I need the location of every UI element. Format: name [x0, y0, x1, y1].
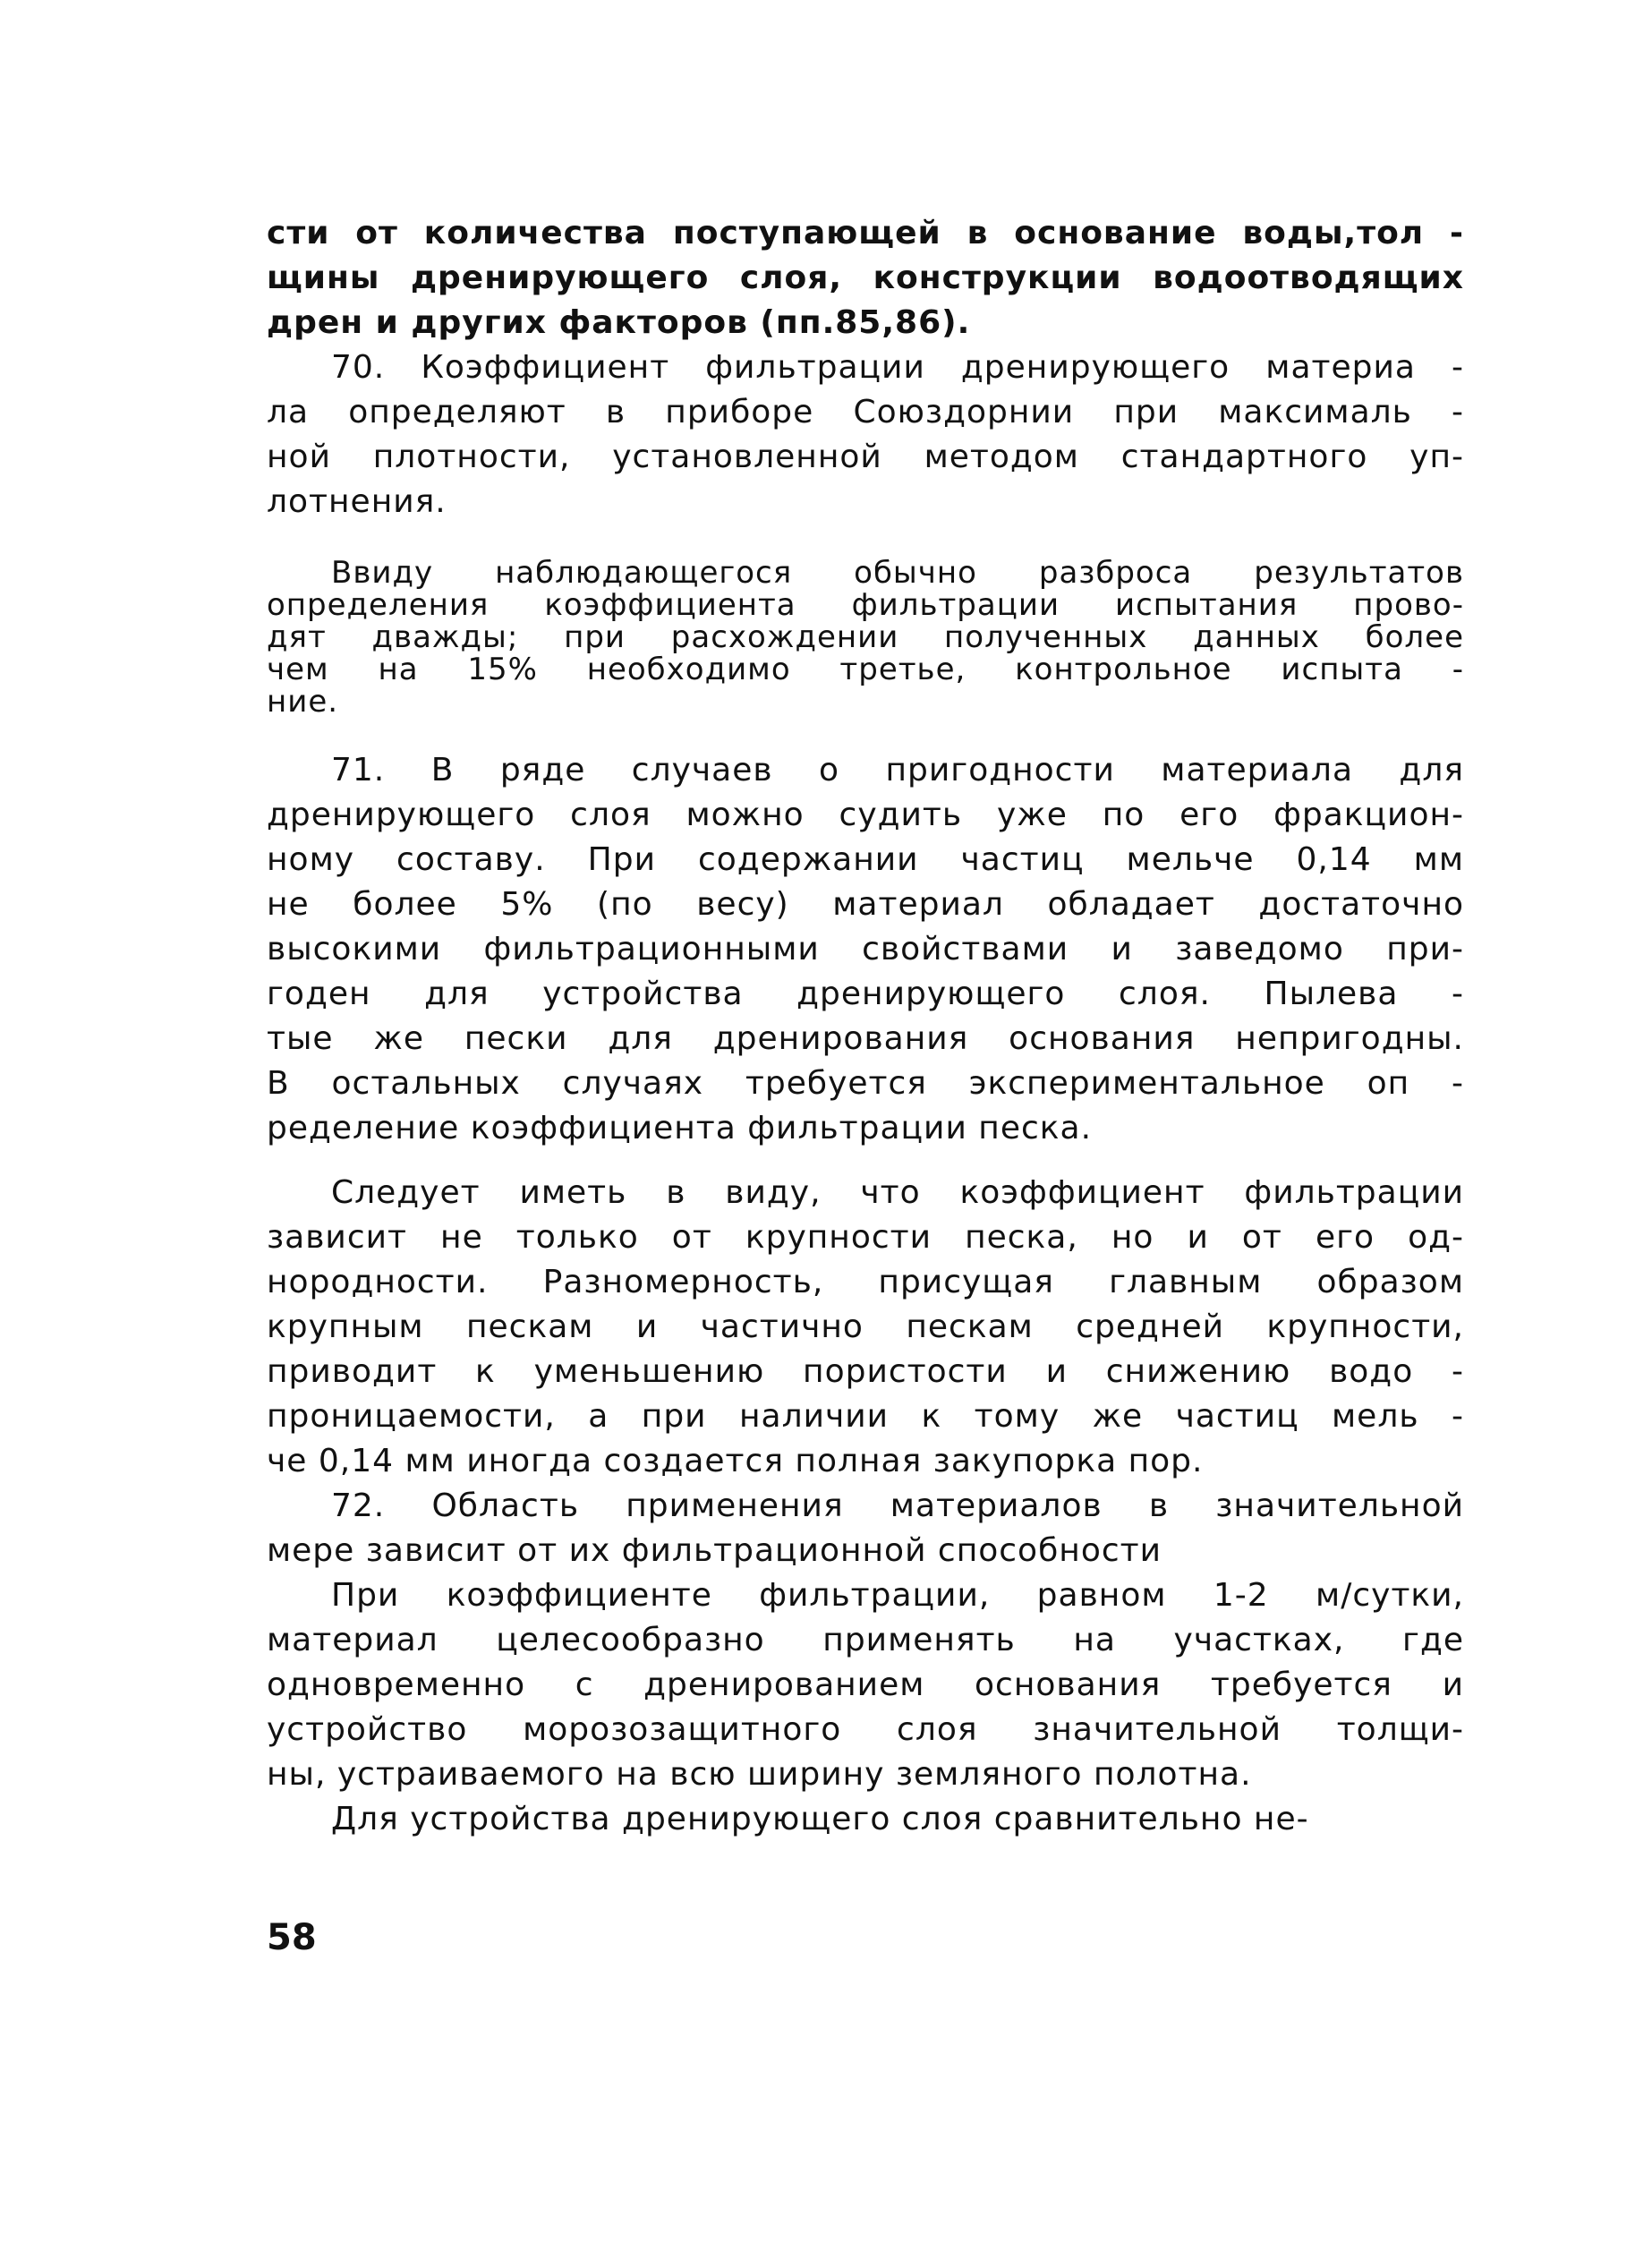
text-line: дят дважды; при расхождении полученных данных более — [267, 619, 1464, 655]
page-number: 58 — [267, 1917, 317, 1958]
text-line: не более 5% (по весу) материал обладает достаточно — [267, 886, 1464, 923]
text-line: дренирующего слоя можно судить уже по его фракцион- — [267, 797, 1464, 833]
text-line: определения коэффициента фильтрации испытания прово- — [267, 587, 1464, 623]
item-71 — [267, 748, 1464, 1151]
text-line: нородности. Разномерность, присущая главным образом — [267, 1264, 1464, 1300]
text-line: ние. — [267, 684, 339, 720]
note-block — [267, 557, 1464, 718]
text-line: Для устройства дренирующего слоя сравнительно не- — [331, 1801, 1309, 1837]
text-line: Ввиду наблюдающегося обычно разброса результатов — [331, 555, 1464, 591]
text-line: тые же пески для дренирования основания непригодны. — [267, 1020, 1464, 1057]
item-70 — [267, 345, 1464, 524]
text-line: ределение коэффициента фильтрации песка. — [267, 1110, 1093, 1147]
text-line: ной плотности, установленной методом стандартного уп- — [267, 439, 1464, 475]
text-line: приводит к уменьшению пористости и снижению водо - — [267, 1353, 1464, 1390]
text-line: При коэффициенте фильтрации, равном 1-2 м/сутки, — [331, 1577, 1464, 1614]
follow-paragraph — [267, 1171, 1464, 1484]
text-line: 71. В ряде случаев о пригодности материала для — [331, 752, 1464, 789]
text-line: зависит не только от крупности песка, но и от его од- — [267, 1219, 1464, 1256]
text-line: годен для устройства дренирующего слоя. Пылева - — [267, 976, 1464, 1012]
coef-paragraph — [267, 1573, 1464, 1797]
text-line: щины дренирующего слоя, конструкции водоотводящих — [267, 260, 1464, 296]
text-line: крупным пескам и частично пескам средней крупности, — [267, 1309, 1464, 1345]
text-line: высокими фильтрационными свойствами и заведомо при- — [267, 931, 1464, 968]
text-line: лотнения. — [267, 483, 447, 520]
text-line: мере зависит от их фильтрационной способности — [267, 1532, 1162, 1569]
text-line: 72. Область применения материалов в значительной — [331, 1488, 1464, 1524]
text-line: устройство морозозащитного слоя значительной толщи- — [267, 1711, 1464, 1748]
text-line: чем на 15% необходимо третье, контрольное испыта - — [267, 652, 1464, 687]
text-line: 70. Коэффициент фильтрации дренирующего материа - — [331, 349, 1464, 386]
item-72 — [267, 1484, 1464, 1573]
text-line: ла определяют в приборе Союздорнии при максималь - — [267, 394, 1464, 430]
paragraph-continuation — [267, 211, 1464, 345]
text-line: че 0,14 мм иногда создается полная закупорка пор. — [267, 1443, 1204, 1479]
text-line: ному составу. При содержании частиц мельче 0,14 мм — [267, 841, 1464, 878]
text-line: одновременно с дренированием основания требуется и — [267, 1667, 1464, 1703]
text-line: Следует иметь в виду, что коэффициент фильтрации — [331, 1174, 1464, 1211]
text-line: сти от количества поступающей в основание воды,тол - — [267, 215, 1464, 251]
text-line: ны, устраиваемого на всю ширину земляного полотна. — [267, 1756, 1252, 1793]
text-line: материал целесообразно применять на участках, где — [267, 1622, 1464, 1658]
text-line: В остальных случаях требуется экспериментальное оп - — [267, 1065, 1464, 1102]
text-line: дрен и других факторов (пп.85,86). — [267, 304, 971, 341]
text-line: проницаемости, а при наличии к тому же частиц мель - — [267, 1398, 1464, 1435]
last-paragraph — [267, 1797, 1464, 1842]
